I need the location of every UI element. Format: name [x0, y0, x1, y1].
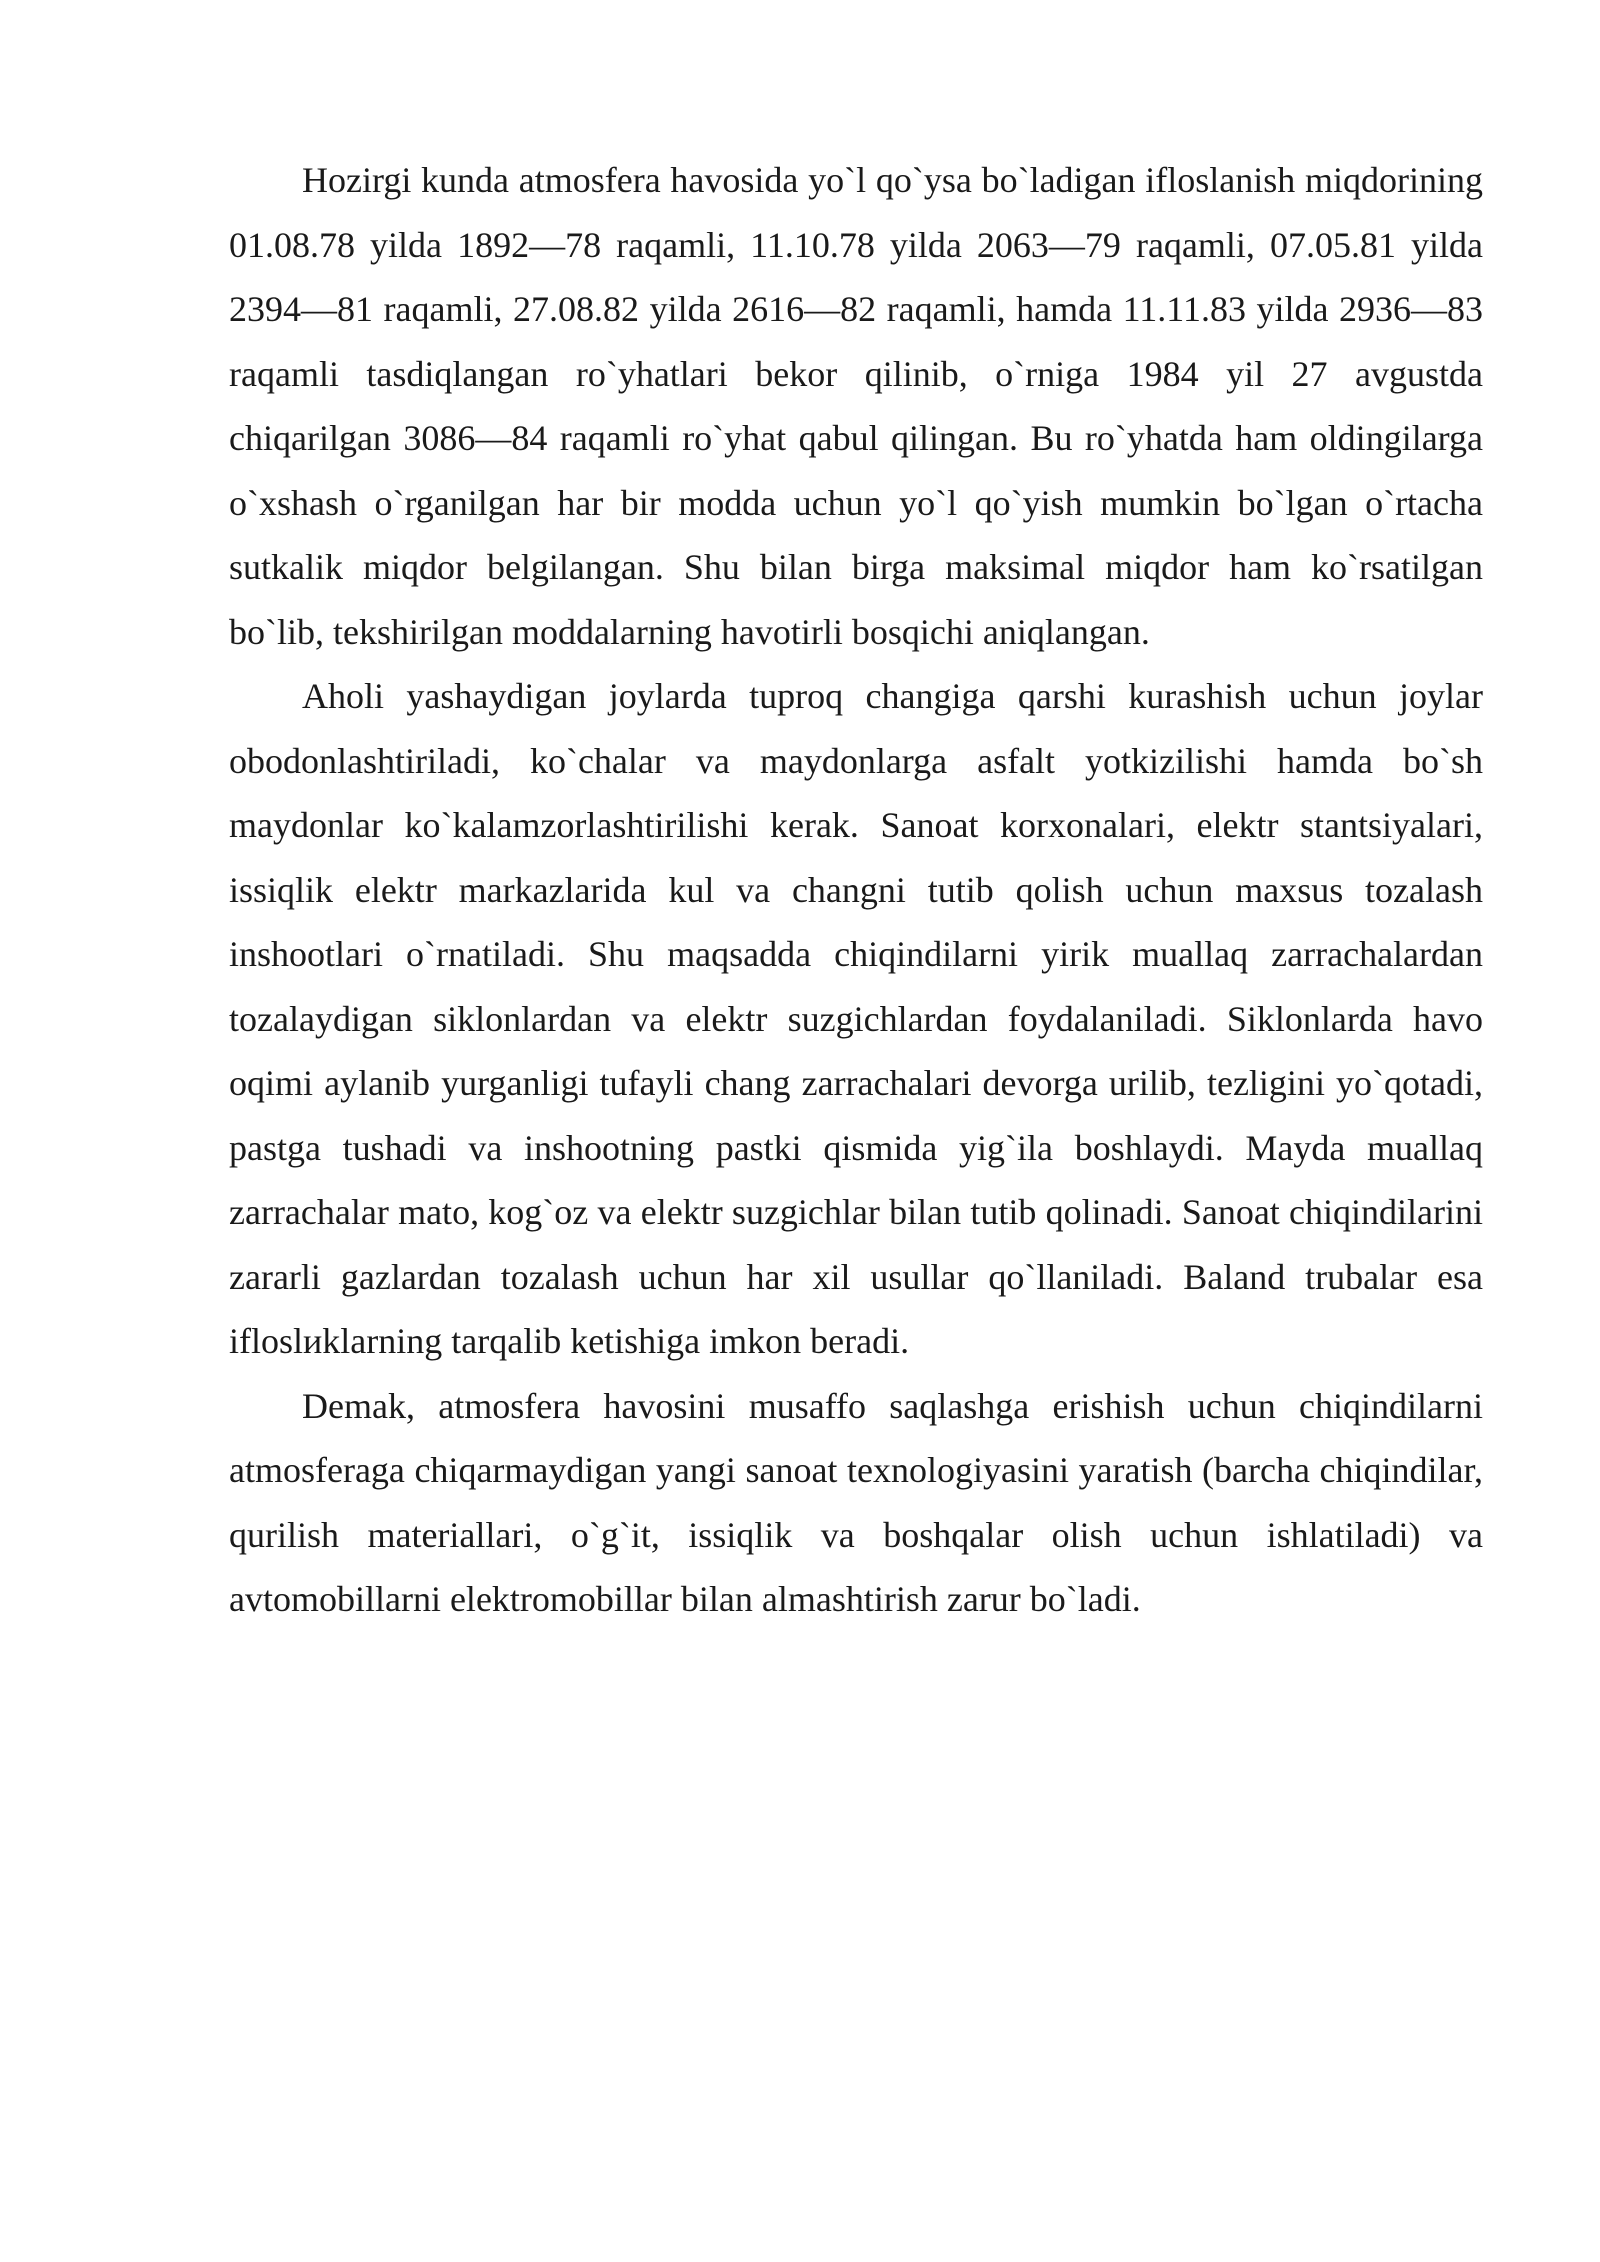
- paragraph-1: Hozirgi kunda atmosfera havosida yo`l qo`ysa bo`ladigan ifloslanish miqdorining 01.08.78 yilda 1892—78 raqamli, 11.10.78 yilda 2063—79 raqamli, 07.05.81 yilda 2394—81 raqamli, 27.08.82 yilda 2616—82 raqamli, hamda 11.11.83 yilda 2936—83 raqamli tasdiqlangan ro`yhatlari bekor qilinib, o`rniga 1984 yil 27 avgustda chiqarilgan 3086—84 raqamli ro`yhat qabul qilingan. Bu ro`yhatda ham oldingilarga o`xshash o`rganilgan har bir modda uchun yo`l qo`yish mumkin bo`lgan o`rtacha sutkalik miqdor belgilangan. Shu bilan birga maksimal miqdor ham ko`rsatilgan bo`lib, tekshirilgan moddalarning havotirli bosqichi aniqlangan.: [229, 160, 1483, 652]
- paragraph-2: Aholi yashaydigan joylarda tuproq changiga qarshi kurashish uchun joylar obodonlashtiriladi, ko`chalar va maydonlarga asfalt yotkizilishi hamda bo`sh maydonlar ko`kalamzorlashtirilishi kerak. Sanoat korxonalari, elektr stantsiyalari, issiqlik elektr markazlarida kul va changni tutib qolish uchun maxsus tozalash inshootlari o`rnatiladi. Shu maqsadda chiqindilarni yirik muallaq zarrachalardan tozalaydigan siklonlardan va elektr suzgichlardan foydalaniladi. Siklonlarda havo oqimi aylanib yurganligi tufayli chang zarrachalari devorga urilib, tezligini yo`qotadi, pastga tushadi va inshootning pastki qismida yig`ila boshlaydi. Mayda muallaq zarrachalar mato, kog`oz va elektr suzgichlar bilan tutib qolinadi. Sanoat chiqindilarini zararli gazlardan tozalash uchun har xil usullar qo`llaniladi. Baland trubalar esa ifloslиklarning tarqalib ketishiga imkon beradi.: [229, 676, 1483, 1361]
- paragraph-3: Demak, atmosfera havosini musaffo saqlashga erishish uchun chiqindilarni atmosferaga chiqarmaydigan yangi sanoat texnologiyasini yaratish (barcha chiqindilar, qurilish materiallari, o`g`it, issiqlik va boshqalar olish uchun ishlatiladi) va avtomobillarni elektromobillar bilan almashtirish zarur bo`ladi.: [229, 1385, 1483, 1619]
- document-body: [229, 148, 1483, 1632]
